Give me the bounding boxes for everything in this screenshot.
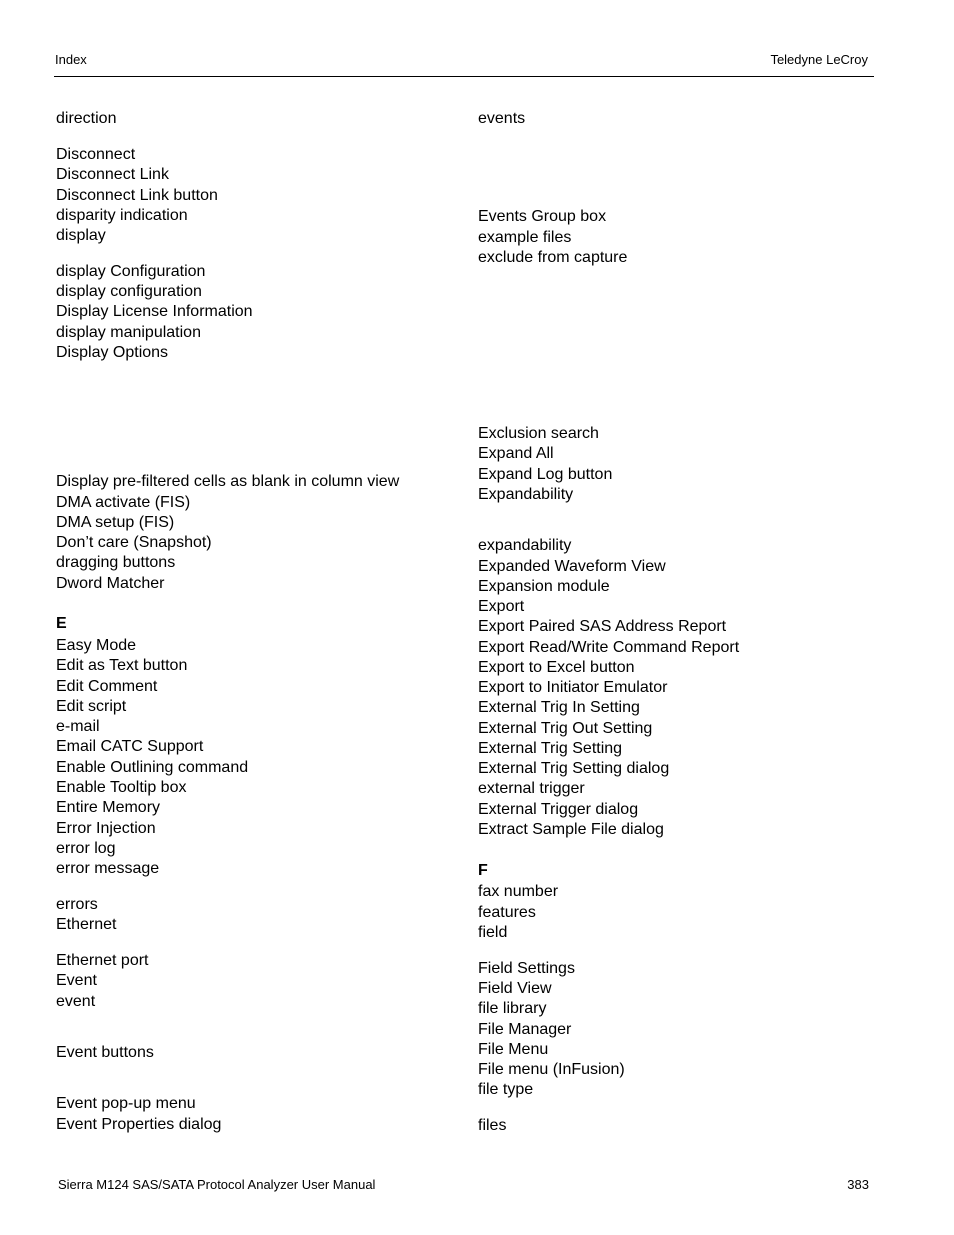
index-entry: files: [478, 1117, 507, 1134]
index-entry: display: [56, 227, 106, 244]
index-entry: e-mail: [56, 718, 100, 735]
index-entry: Expandability: [478, 486, 574, 503]
index-entry: External Trigger dialog: [478, 801, 639, 818]
index-entry: Enable Tooltip box: [56, 779, 187, 796]
index-entry: Event pop-up menu: [56, 1095, 196, 1112]
index-entry: display Configuration: [56, 263, 206, 280]
index-letter-heading: E: [56, 615, 67, 632]
index-entry: Extract Sample File dialog: [478, 821, 664, 838]
index-entry: expandability: [478, 537, 572, 554]
page-number: 383: [847, 1177, 869, 1192]
index-entry: direction: [56, 110, 117, 127]
index-entry: Event: [56, 972, 97, 989]
index-entry: Export to Excel button: [478, 659, 635, 676]
index-entry: exclude from capture: [478, 249, 628, 266]
index-entry: Entire Memory: [56, 799, 161, 816]
index-entry: Don’t care (Snapshot): [56, 534, 212, 551]
index-entry: Export: [478, 598, 525, 615]
index-entry: Expansion module: [478, 578, 610, 595]
index-entry: Event Properties dialog: [56, 1116, 222, 1133]
index-entry: Disconnect Link button: [56, 187, 218, 204]
index-entry: Exclusion search: [478, 425, 599, 442]
index-entry: features: [478, 904, 536, 921]
index-entry: File Manager: [478, 1021, 572, 1038]
index-entry: Display License Information: [56, 303, 253, 320]
index-entry: Events Group box: [478, 208, 607, 225]
index-entry: Edit as Text button: [56, 657, 188, 674]
index-entry: file type: [478, 1081, 534, 1098]
index-entry: Export to Initiator Emulator: [478, 679, 668, 696]
index-entry: display configuration: [56, 283, 202, 300]
index-entry: Email CATC Support: [56, 738, 204, 755]
index-entry: Export Paired SAS Address Report: [478, 618, 727, 635]
index-entry: External Trig Setting: [478, 740, 623, 757]
index-entry: example files: [478, 229, 572, 246]
index-entry: display manipulation: [56, 324, 201, 341]
running-header-section: Index: [55, 52, 87, 67]
index-entry: Edit script: [56, 698, 127, 715]
index-entry: File menu (InFusion): [478, 1061, 625, 1078]
index-entry: Display Options: [56, 344, 169, 361]
index-entry: field: [478, 924, 508, 941]
index-entry: Disconnect Link: [56, 166, 169, 183]
index-entry: Error Injection: [56, 820, 156, 837]
index-entry: Expand Log button: [478, 466, 613, 483]
index-entry: external trigger: [478, 780, 585, 797]
index-entry: error message: [56, 860, 160, 877]
running-header-company: Teledyne LeCroy: [770, 52, 868, 67]
index-letter-heading: F: [478, 862, 488, 879]
index-entry: dragging buttons: [56, 554, 176, 571]
index-entry: External Trig Setting dialog: [478, 760, 670, 777]
index-entry: Field View: [478, 980, 552, 997]
footer-manual-title: Sierra M124 SAS/SATA Protocol Analyzer User Manual: [58, 1177, 376, 1192]
index-entry: File Menu: [478, 1041, 549, 1058]
index-entry: Field Settings: [478, 960, 575, 977]
header-rule: [54, 76, 874, 77]
index-entry: Disconnect: [56, 146, 136, 163]
index-entry: errors: [56, 896, 98, 913]
index-entry: Expanded Waveform View: [478, 558, 666, 575]
index-entry: events: [478, 110, 526, 127]
index-entry: event: [56, 993, 96, 1010]
index-entry: fax number: [478, 883, 559, 900]
index-entry: Expand All: [478, 445, 554, 462]
index-entry: External Trig In Setting: [478, 699, 640, 716]
index-entry: Dword Matcher: [56, 575, 165, 592]
index-entry: Easy Mode: [56, 637, 137, 654]
index-entry: Ethernet: [56, 916, 117, 933]
index-entry: error log: [56, 840, 116, 857]
index-entry: file library: [478, 1000, 547, 1017]
index-entry: Enable Outlining command: [56, 759, 249, 776]
index-entry: DMA activate (FIS): [56, 494, 191, 511]
index-entry: Ethernet port: [56, 952, 149, 969]
index-entry: Event buttons: [56, 1044, 154, 1061]
index-entry: Display pre-filtered cells as blank in column view: [56, 473, 400, 490]
index-entry: External Trig Out Setting: [478, 720, 653, 737]
index-entry: DMA setup (FIS): [56, 514, 175, 531]
index-entry: disparity indication: [56, 207, 188, 224]
index-entry: Export Read/Write Command Report: [478, 639, 740, 656]
index-entry: Edit Comment: [56, 678, 158, 695]
